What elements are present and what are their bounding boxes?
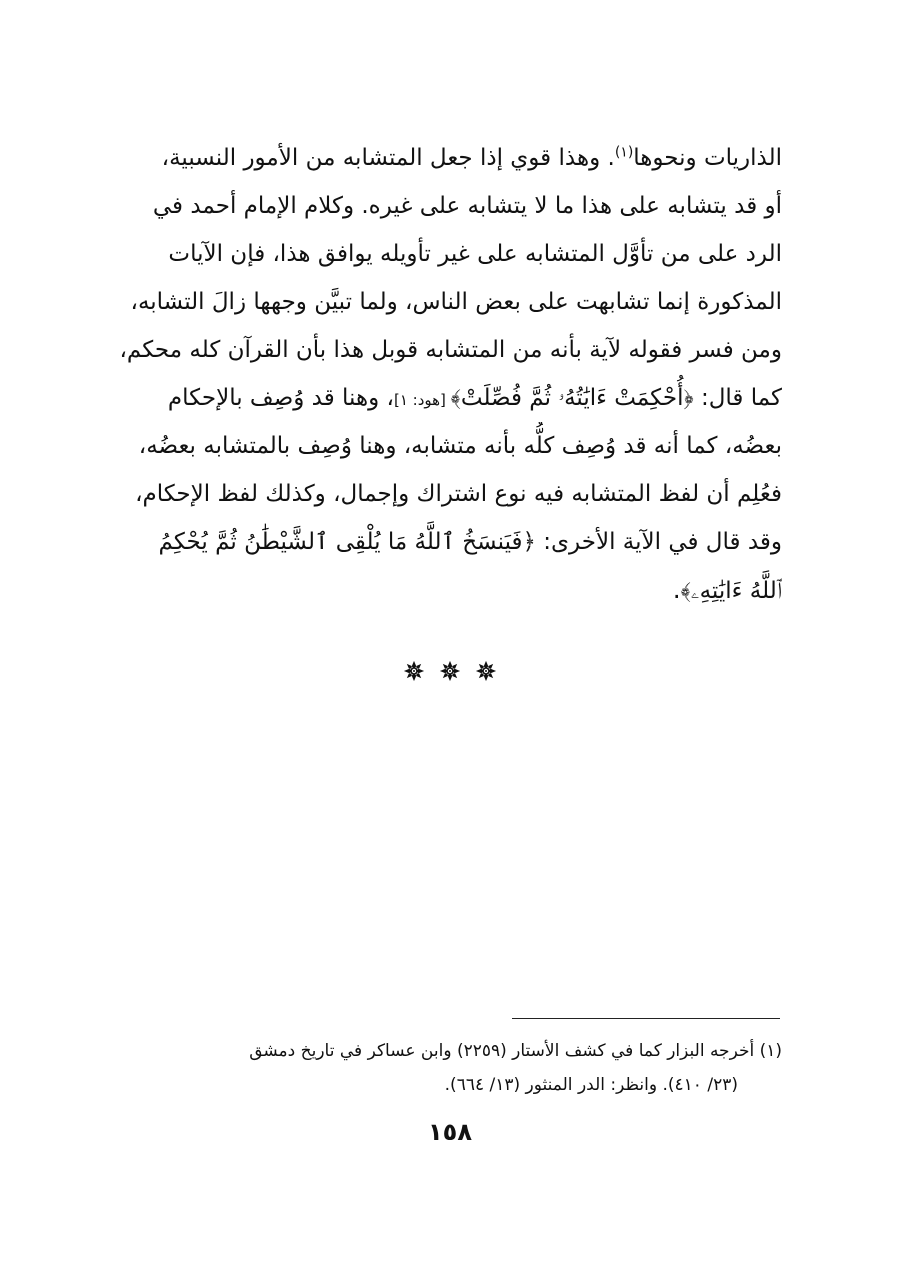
section-divider — [0, 660, 900, 682]
quran-verse-hajj-end: ٱللَّهُ ءَايَٰتِهِۦ﴾ — [680, 578, 782, 604]
text-line-5: ومن فسر فقوله لآية بأنه من المتشابه قوبل هذا بأن القرآن كله محكم، — [119, 337, 782, 363]
quran-verse-hajj: ﴿فَيَنسَخُ ٱللَّهُ مَا يُلْقِى ٱلشَّيْطَٰنُ ثُمَّ يُحْكِمُ — [158, 529, 536, 555]
text-line-4: المذكورة إنما تشابهت على بعض الناس، ولما تبيَّن وجهها زالَ التشابه، — [130, 289, 782, 315]
text-line-8: فعُلِم أن لفظ المتشابه فيه نوع اشتراك وإجمال، وكذلك لفظ الإحكام، — [135, 481, 782, 507]
quran-verse-hud: ﴿أُحْكِمَتْ ءَايَٰتُهُۥ ثُمَّ فُصِّلَتْ﴾ — [450, 385, 694, 411]
verse-reference: [هود: ١] — [393, 391, 451, 409]
flower-ornament-icon — [475, 660, 497, 682]
text-line-7: بعضُه، كما أنه قد وُصِف كلُّه بأنه متشابه، وهنا وُصِف بالمتشابه بعضُه، — [138, 433, 782, 459]
text-line-9: وقد قال في الآية الأخرى: ﴿فَيَنسَخُ ٱللَّهُ مَا يُلْقِى ٱلشَّيْطَٰنُ ثُمَّ يُحْكِمُ — [158, 529, 782, 555]
text-line-3: الرد على من تأوَّل المتشابه على غير تأويله يوافق هذا، فإن الآيات — [168, 241, 782, 267]
text-line-6: كما قال: ﴿أُحْكِمَتْ ءَايَٰتُهُۥ ثُمَّ فُصِّلَتْ﴾ [هود: ١]، وهنا قد وُصِف بالإحكام — [167, 385, 782, 411]
footnotes — [118, 1034, 782, 1102]
main-text — [118, 134, 782, 614]
flower-ornament-icon — [439, 660, 461, 682]
text-line-2: أو قد يتشابه على هذا ما لا يتشابه على غيره. وكلام الإمام أحمد في — [152, 193, 782, 219]
text-line-1: الذاريات ونحوها$^{(١)}$. وهذا قوي إذا جعل المتشابه من الأمور النسبية، — [161, 144, 782, 171]
text-line-10: ٱللَّهُ ءَايَٰتِهِۦ﴾. — [672, 575, 782, 604]
footnote-divider — [512, 1018, 780, 1019]
footnote-1-line-2: (٢٣/ ٤١٠). وانظر: الدر المنثور (١٣/ ٦٦٤). — [444, 1075, 738, 1095]
footnote-1-line-1: (١) أخرجه البزار كما في كشف الأستار (٢٢٥٩) وابن عساكر في تاريخ دمشق — [249, 1041, 782, 1061]
page-number: ١٥٨ — [428, 1118, 472, 1146]
footnote-marker[interactable]: (١) — [614, 144, 634, 161]
flower-ornament-icon — [403, 660, 425, 682]
